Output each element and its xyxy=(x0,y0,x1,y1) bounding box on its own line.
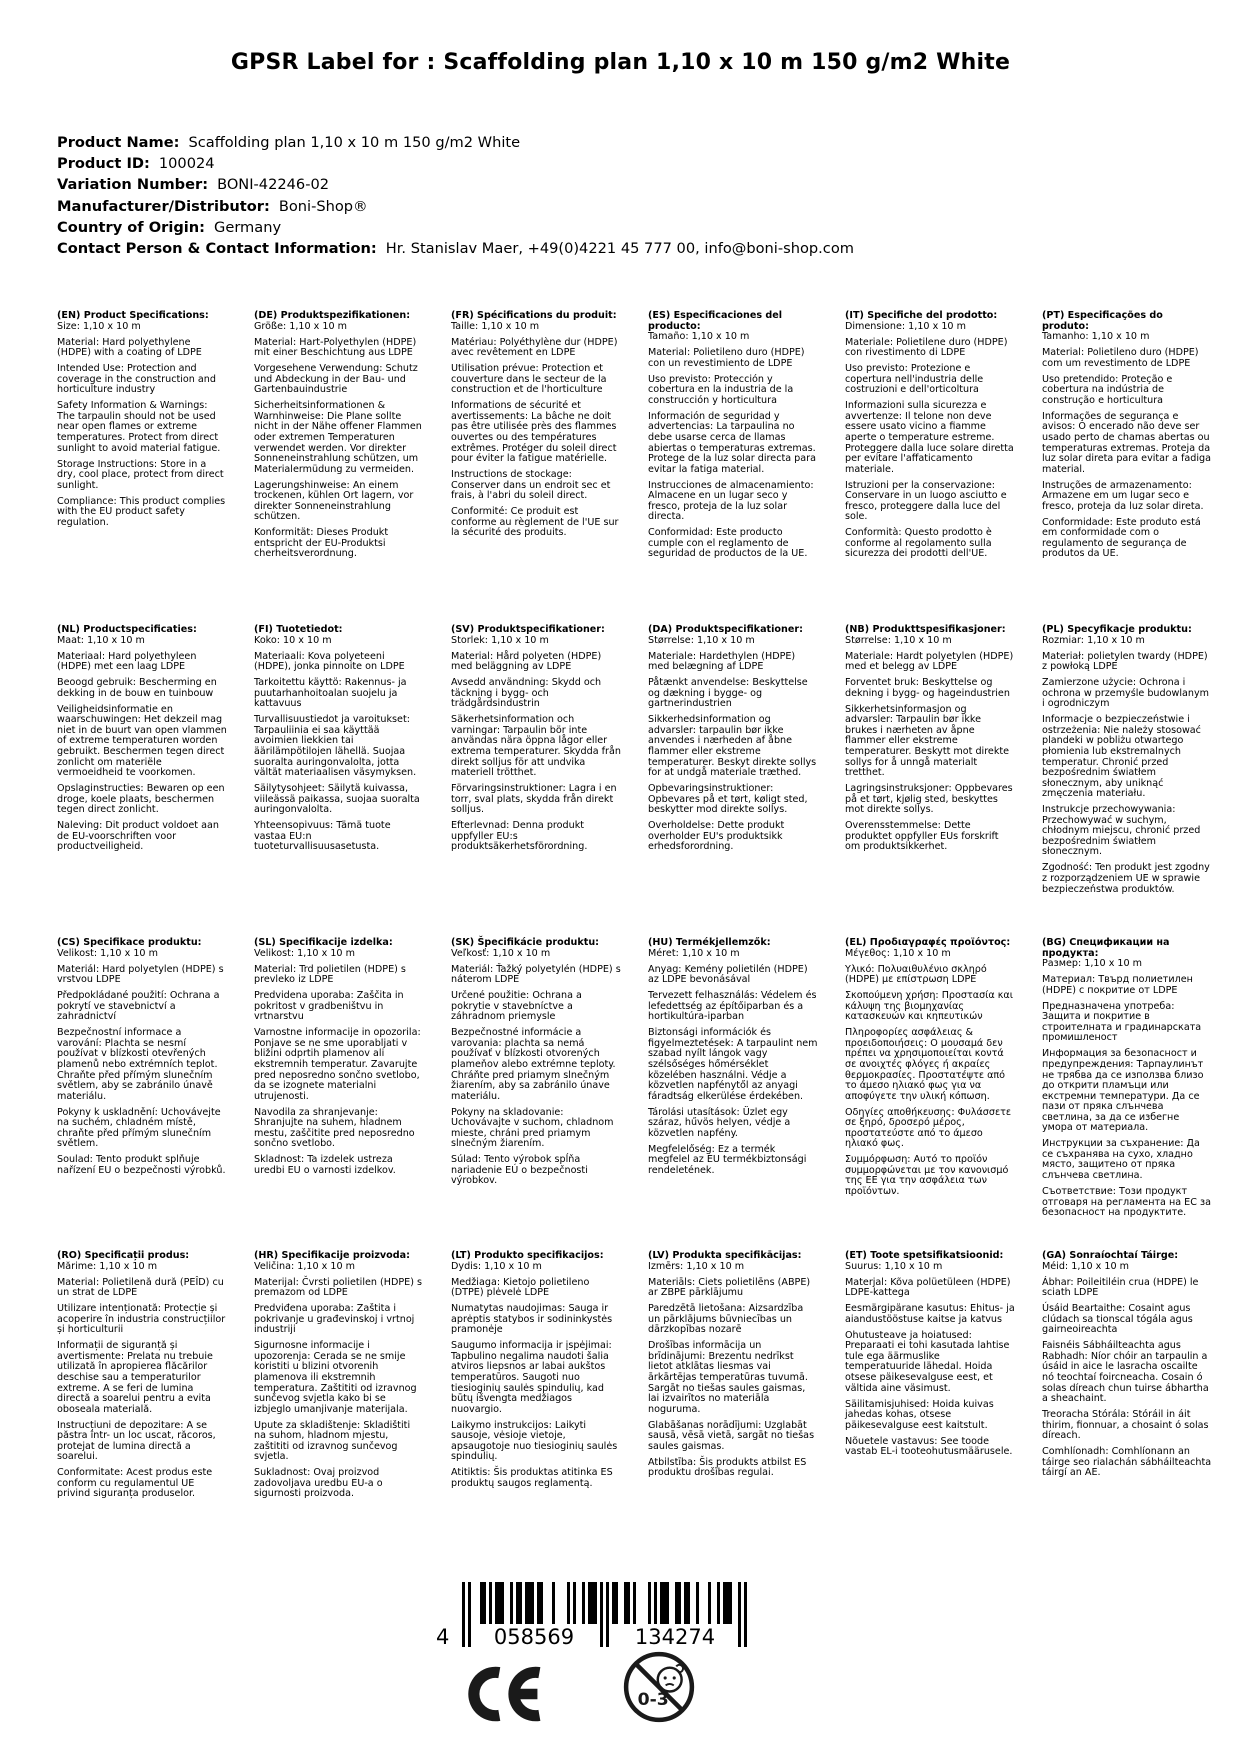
barcode-digits: 058569 xyxy=(493,1625,575,1649)
language-section-sl xyxy=(254,938,424,1182)
product-info-row xyxy=(57,219,854,236)
language-section-en xyxy=(57,311,227,534)
section-paragraph: Předpokládané použití: Ochrana a pokrytí ve stavebnictví a zahradnictví xyxy=(57,990,220,1023)
language-section-sk xyxy=(451,938,621,1192)
section-paragraph: Laikymo instrukcijos: Laikyti sausoje, vėsioje vietoje, apsaugotoje nuo tiesioginių saulės spindulių. xyxy=(451,1419,618,1463)
section-paragraph: Veiligheidsinformatie en waarschuwingen: Het dekzeil mag niet in de buurt van open vlammen of extreme temperaturen worden gebruikt. Beschermen tegen direct zonlicht om materiële vermoeidheid te voorkomen. xyxy=(57,703,227,779)
section-paragraph: Avsedd användning: Skydd och täckning i bygg- och trädgårdsindustrin xyxy=(451,677,602,710)
section-paragraph: Informazioni sulla sicurezza e avvertenze: Il telone non deve essere usato vicino a fiamme aperte o temperature estreme. Proteggere dalla luce solare diretta per evitare l'affaticamento materiale. xyxy=(845,400,1014,475)
language-row xyxy=(57,311,1213,625)
section-paragraph: Informații de siguranță și avertismente: Prelata nu trebuie utilizată în apropierea flăcărilor deschise sau a temperaturilor extreme. A se feri de lumina directă a soarelui pentru a evita oboseala materială. xyxy=(57,1340,213,1415)
section-title: (LV) Produkta specifikācijas: xyxy=(648,1250,802,1261)
section-paragraph: Size: 1,10 x 10 m xyxy=(57,320,141,332)
section-paragraph: Méret: 1,10 x 10 m xyxy=(648,947,740,959)
section-paragraph: Izmērs: 1,10 x 10 m xyxy=(648,1260,745,1272)
section-paragraph: Lagerungshinweise: An einem trockenen, kühlen Ort lagern, vor direkter Sonneneinstrahlung schützen. xyxy=(254,479,414,523)
section-paragraph: Zgodność: Ten produkt jest zgodny z rozporządzeniem UE w sprawie bezpieczeństwa produktów. xyxy=(1042,862,1210,895)
section-paragraph: Ábhar: Poileitiléin crua (HDPE) le sciath LDPE xyxy=(1042,1276,1199,1299)
section-paragraph: Förvaringsinstruktioner: Lagra i en torr, sval plats, skydda från direkt solljus. xyxy=(451,783,617,816)
section-paragraph: Tárolási utasítások: Üzlet egy száraz, hűvös helyen, védje a közvetlen napfény. xyxy=(648,1106,791,1139)
section-paragraph: Turvallisuustiedot ja varoitukset: Tarpauliinia ei saa käyttää avoimien liekkien tai äärilämpötilojen lähellä. Suojaa suoralta auringonvalolta, jotta vältät materiaalisen väsymyksen. xyxy=(254,714,417,779)
section-paragraph: Materiale: Hardt polyetylen (HDPE) med et belegg av LDPE xyxy=(845,650,1014,673)
section-paragraph: Určené použitie: Ochrana a pokrytie v stavebníctve a záhradnom priemysle xyxy=(451,990,582,1023)
section-paragraph: Utilisation prévue: Protection et couverture dans le secteur de la construction et de l'horticulture xyxy=(451,363,607,396)
section-paragraph: Comhlíonadh: Comhlíonann an táirge seo rialachán sábháilteachta táirgí an AE. xyxy=(1042,1446,1212,1479)
section-paragraph: Opslaginstructies: Bewaren op een droge, koele plaats, beschermen tegen direct zonlicht. xyxy=(57,783,225,816)
language-section-el xyxy=(845,938,1015,1203)
section-paragraph: Numatytas naudojimas: Sauga ir aprėptis statybos ir sodininkystės pramonėje xyxy=(451,1303,613,1336)
section-paragraph: Pokyny na skladovanie: Uchovávajte v suchom, chladnom mieste, chráni pred priamym slnečným žiarením. xyxy=(451,1106,614,1150)
section-paragraph: Biztonsági információk és figyelmeztetések: A tarpaulint nem szabad nyílt lángok vagy szélsőséges hőmérséklet közelében használni. Védje a közvetlen napfénytől az anyagi fáradtság elkerülése érdekében. xyxy=(648,1027,818,1102)
section-paragraph: Veličina: 1,10 x 10 m xyxy=(254,1260,355,1272)
product-info-value: Scaffolding plan 1,10 x 10 m 150 g/m2 White xyxy=(188,134,521,151)
section-paragraph: Maat: 1,10 x 10 m xyxy=(57,634,145,646)
section-paragraph: Suurus: 1,10 x 10 m xyxy=(845,1260,943,1272)
section-paragraph: Materjal: Kõva polüetüleen (HDPE) LDPE-kattega xyxy=(845,1276,1011,1299)
section-paragraph: Предназначена употреба: Защита и покритие в строителната и градинарската промишленост xyxy=(1042,1000,1202,1044)
section-paragraph: Pokyny k uskladnění: Uchovávejte na suchém, chladném místě, chraňte před přímým slunečním světlem. xyxy=(57,1106,221,1150)
section-paragraph: Istruzioni per la conservazione: Conservare in un luogo asciutto e fresco, proteggere dalla luce del sole. xyxy=(845,479,1007,523)
section-paragraph: Tarkoitettu käyttö: Rakennus- ja puutarhanhoitoalan suojelu ja kattavuus xyxy=(254,677,407,710)
product-info-value: Germany xyxy=(214,218,282,236)
product-info-label: Variation Number: xyxy=(57,176,209,194)
language-section-it xyxy=(845,311,1015,565)
section-paragraph: Opbevaringsinstruktioner: Opbevares på et tørt, køligt sted, beskytter mod direkte sollys. xyxy=(648,783,808,816)
section-paragraph: Utilizare intenționată: Protecție și acoperire în industria construcțiilor și horticulturii xyxy=(57,1303,226,1336)
section-paragraph: Sukladnost: Ovaj proizvod zadovoljava uredbu EU-a o sigurnosti proizvoda. xyxy=(254,1467,383,1500)
section-title: (LT) Produkto specifikacijos: xyxy=(451,1250,604,1261)
language-section-da xyxy=(648,625,818,858)
section-paragraph: Tamaño: 1,10 x 10 m xyxy=(648,331,750,343)
language-section-pt xyxy=(1042,311,1212,565)
language-section-ro xyxy=(57,1251,227,1505)
section-paragraph: Materiale: Polietilene duro (HDPE) con rivestimento di LDPE xyxy=(845,336,1008,359)
section-paragraph: Material: Trd polietilen (HDPE) s prevleko iz LDPE xyxy=(254,963,406,986)
section-paragraph: Treoracha Stórála: Stóráil in áit thirim, fionnuar, a chosaint ó solas díreach. xyxy=(1042,1409,1209,1442)
section-paragraph: Sigurnosne informacije i upozorenja: Cerada se ne smije koristiti u blizini otvorenih plamenova ili ekstremnih temperatura. Zaštititi od izravnog sunčevog svjetla kako bi se izbjeglo umanjivanje materijala. xyxy=(254,1340,417,1415)
section-paragraph: Uso pretendido: Proteção e cobertura na indústria de construção e horticultura xyxy=(1042,373,1173,406)
product-info-label: Contact Person & Contact Information: xyxy=(57,240,377,258)
section-paragraph: Conformité: Ce produit est conforme au règlement de l'UE sur la sécurité des produits. xyxy=(451,506,619,539)
section-paragraph: Storage Instructions: Store in a dry, cool place, protect from direct sunlight. xyxy=(57,458,224,491)
section-paragraph: Matériau: Polyéthylène dur (HDPE) avec revêtement en LDPE xyxy=(451,336,618,359)
ce-mark-icon xyxy=(452,1663,544,1729)
section-paragraph: Konformität: Dieses Produkt entspricht der EU-Produktsi cherheitsverordnung. xyxy=(254,527,389,560)
section-paragraph: Instrukcje przechowywania: Przechowywać w suchym, chłodnym miejscu, chronić przed bezpośrednim światłem słonecznym. xyxy=(1042,804,1201,858)
section-paragraph: Materiál: Hard polyetylen (HDPE) s vrstvou LDPE xyxy=(57,963,224,986)
section-paragraph: Uso previsto: Protezione e copertura nell'industria delle costruzioni e dell'orticoltura xyxy=(845,363,984,396)
section-title: (BG) Спецификации на продукта: xyxy=(1042,937,1170,959)
section-paragraph: Tamanho: 1,10 x 10 m xyxy=(1042,331,1150,343)
product-info-label: Country of Origin: xyxy=(57,218,206,236)
language-section-nb xyxy=(845,625,1015,858)
section-title: (ET) Toote spetsifikatsioonid: xyxy=(845,1250,1004,1261)
section-paragraph: Material: Hart-Polyethylen (HDPE) mit einer Beschichtung aus LDPE xyxy=(254,336,417,359)
product-info-label: Product Name: xyxy=(57,134,180,151)
section-title: (DE) Produktspezifikationen: xyxy=(254,310,411,321)
section-paragraph: Nõuetele vastavus: See toode vastab EL-i tooteohutusmäärusele. xyxy=(845,1435,1013,1458)
section-paragraph: Velikost: 1,10 x 10 m xyxy=(57,947,158,959)
section-paragraph: Bezpečnostní informace a varování: Plachta se nesmí používat v blízkosti otevřených plamenů nebo extrémních teplot. Chraňte před přímým slunečním světlem, aby se zabránilo únavě materiálu. xyxy=(57,1027,218,1102)
section-paragraph: Material: Polietileno duro (HDPE) com um revestimento de LDPE xyxy=(1042,347,1199,369)
section-title: (CS) Specifikace produktu: xyxy=(57,937,202,948)
section-paragraph: Lagringsinstruksjoner: Oppbevares på et tørt, kjølig sted, beskyttes mot direkte sollys. xyxy=(845,783,1013,816)
section-paragraph: Größe: 1,10 x 10 m xyxy=(254,320,348,332)
section-title: (SV) Produktspecifikationer: xyxy=(451,624,605,635)
section-paragraph: Veľkosť: 1,10 x 10 m xyxy=(451,947,551,959)
section-paragraph: Material: Polietileno duro (HDPE) con un revestimiento de LDPE xyxy=(648,347,805,369)
section-paragraph: Conformitate: Acest produs este conform cu regulamentul UE privind siguranța produselor. xyxy=(57,1467,213,1500)
language-section-de xyxy=(254,311,424,565)
language-section-fi xyxy=(254,625,424,858)
barcode-digits: 134274 xyxy=(634,1625,716,1649)
language-section-bg xyxy=(1042,938,1212,1224)
section-paragraph: Säilytysohjeet: Säilytä kuivassa, viileässä paikassa, suojaa suoralta auringonvalolta. xyxy=(254,783,420,816)
section-paragraph: Efterlevnad: Denna produkt uppfyller EU:s produktsäkerhetsförordning. xyxy=(451,820,588,853)
product-info-value: Boni-Shop® xyxy=(278,197,368,215)
section-paragraph: Material: Hard polyethylene (HDPE) with a coating of LDPE xyxy=(57,336,202,359)
product-info-value: 100024 xyxy=(158,155,215,173)
section-paragraph: Eesmärgipärane kasutus: Ehitus- ja aiandustööstuse kaitse ja katvus xyxy=(845,1303,1015,1325)
product-info-row xyxy=(57,155,854,172)
section-paragraph: Overholdelse: Dette produkt overholder EU's produktsikk erhedsforordning. xyxy=(648,820,785,853)
language-section-ga xyxy=(1042,1251,1212,1484)
section-title: (GA) Sonraíochtaí Táirge: xyxy=(1042,1250,1179,1261)
language-section-pl xyxy=(1042,625,1212,901)
language-sections-grid xyxy=(57,311,1213,1505)
section-title: (NL) Productspecificaties: xyxy=(57,624,197,635)
section-title: (EL) Προδιαγραφές προϊόντος: xyxy=(845,937,1011,948)
language-section-es xyxy=(648,311,818,565)
section-paragraph: Informations de sécurité et avertissements: La bâche ne doit pas être utilisée près des flammes ouvertes ou des températures extrêmes. Protéger du soleil direct pour éviter la fatigue matérielle. xyxy=(451,400,617,465)
age-warning-0-3-icon xyxy=(621,1650,697,1728)
section-paragraph: Instruções de armazenamento: Armazene em um lugar seco e fresco, proteja da luz solar direta. xyxy=(1042,479,1204,512)
section-title: (HU) Termékjellemzők: xyxy=(648,937,771,948)
footer xyxy=(0,1580,1241,1754)
section-paragraph: Velikost: 1,10 x 10 m xyxy=(254,947,355,959)
section-paragraph: Sicherheitsinformationen & Warnhinweise: Die Plane sollte nicht in der Nähe offener Flammen oder extremen Temperaturen verwendet werden. Vor direkter Sonneneinstrahlung schützen, um Materialermüdung zu vermeiden. xyxy=(254,400,422,475)
section-paragraph: Sikkerhedsinformation og advarsler: tarpaulin bør ikke anvendes i nærheden af åbne flammer eller ekstreme temperaturer. Beskyt direkte sollys for at undgå materiale træthed. xyxy=(648,714,817,779)
age-warning-text: 0-3 xyxy=(637,1690,669,1711)
section-paragraph: Инструкции за съхранение: Да се съхранява на сухо, хладно място, защитено от пряка слънчева светлина. xyxy=(1042,1138,1200,1181)
section-paragraph: Méid: 1,10 x 10 m xyxy=(1042,1260,1129,1272)
section-paragraph: Intended Use: Protection and coverage in the construction and horticulture industry xyxy=(57,363,216,396)
language-section-fr xyxy=(451,311,621,544)
section-paragraph: Varnostne informacije in opozorila: Ponjave se ne sme uporabljati v bližini odprtih plamenov ali ekstremnih temperatur. Zavarujte pred neposredno sončno svetlobo, da se izognete materialni utrujenosti. xyxy=(254,1027,421,1102)
section-paragraph: Материал: Твърд полиетилен (HDPE) с покритие от LDPE xyxy=(1042,974,1193,996)
language-row xyxy=(57,625,1213,938)
section-title: (FR) Spécifications du produit: xyxy=(451,310,617,321)
section-paragraph: Súlad: Tento výrobok spĺňa nariadenie EÚ o bezpečnosti výrobkov. xyxy=(451,1154,588,1187)
section-paragraph: Navodila za shranjevanje: Shranjujte na suhem, hladnem mestu, zaščitite pred neposredno sončno svetlobo. xyxy=(254,1106,415,1150)
product-info-row xyxy=(57,198,854,215)
section-paragraph: Koko: 10 x 10 m xyxy=(254,634,332,646)
section-paragraph: Conformidad: Este producto cumple con el reglamento de seguridad de productos de la UE. xyxy=(648,527,808,560)
section-paragraph: Skladnost: Ta izdelek ustreza uredbi EU o varnosti izdelkov. xyxy=(254,1154,396,1176)
language-section-lv xyxy=(648,1251,818,1484)
section-title: (FI) Tuotetiedot: xyxy=(254,624,343,635)
language-section-lt xyxy=(451,1251,621,1495)
section-title: (ES) Especificaciones del producto: xyxy=(648,310,783,332)
section-title: (EN) Product Specifications: xyxy=(57,310,209,321)
section-paragraph: Forventet bruk: Beskyttelse og dekning i bygg- og hageindustrien xyxy=(845,677,1010,699)
section-paragraph: Materiał: polietylen twardy (HDPE) z powłoką LDPE xyxy=(1042,650,1208,673)
product-info xyxy=(57,134,854,261)
section-paragraph: Materiál: Ťažký polyetylén (HDPE) s náterom LDPE xyxy=(451,963,621,986)
section-title: (HR) Specifikacije proizvoda: xyxy=(254,1250,410,1261)
section-title: (DA) Produktspecifikationer: xyxy=(648,624,803,635)
product-info-row xyxy=(57,134,854,151)
section-paragraph: Instrucciones de almacenamiento: Almacene en un lugar seco y fresco, proteja de la luz solar directa. xyxy=(648,479,814,523)
section-paragraph: Tervezett felhasználás: Védelem és lefedettség az építőiparban és a hortikultúra-iparban xyxy=(648,990,817,1023)
section-paragraph: Material: Hård polyeten (HDPE) med beläggning av LDPE xyxy=(451,650,602,673)
section-paragraph: Medžiaga: Kietojo polietileno (DTPE) plėvelė LDPE xyxy=(451,1276,590,1299)
section-paragraph: Naleving: Dit product voldoet aan de EU-voorschriften voor productveiligheid. xyxy=(57,820,219,853)
section-paragraph: Atitiktis: Šis produktas atitinka ES produktų saugos reglamentą. xyxy=(451,1467,613,1489)
page-title: GPSR Label for : Scaffolding plan 1,10 x 10 m 150 g/m2 White xyxy=(230,50,1011,75)
section-title: (PL) Specyfikacje produktu: xyxy=(1042,624,1192,635)
product-info-row xyxy=(57,240,854,257)
section-paragraph: Υλικό: Πολυαιθυλένιο σκληρό (HDPE) με επίστρωση LDPE xyxy=(845,963,987,986)
language-section-nl xyxy=(57,625,227,858)
product-info-label: Product ID: xyxy=(57,155,150,173)
section-paragraph: Размер: 1,10 x 10 m xyxy=(1042,958,1143,970)
section-title: (SL) Specifikacije izdelka: xyxy=(254,937,393,948)
section-paragraph: Bezpečnostné informácie a varovania: plachta sa nemá používať v blízkosti otvorených plameňov alebo extrémne teploty. Chráňte pred priamym slnečným žiarením, aby sa zabránilo únave materiálu. xyxy=(451,1027,616,1102)
barcode-digits: 4 xyxy=(436,1625,450,1649)
section-title: (NB) Produkttspesifikasjoner: xyxy=(845,624,1006,635)
section-paragraph: Saugumo informacija ir įspėjimai: Tapbulino negalima naudoti šalia atviros liepsnos ar labai aukštos temperatūros. Saugoti nuo tiesioginių saulės spindulių, kad būtų išvengta medžiagos nuovargio. xyxy=(451,1340,612,1415)
section-paragraph: Materijal: Čvrsti polietilen (HDPE) s premazom od LDPE xyxy=(254,1276,423,1299)
section-paragraph: Úsáid Beartaithe: Cosaint agus clúdach sa tionscal tógála agus gairneoireachta xyxy=(1042,1303,1193,1336)
section-paragraph: Megfelelőség: Ez a termék megfelel az EU termékbiztonsági rendeletének. xyxy=(648,1143,807,1176)
product-info-label: Manufacturer/Distributor: xyxy=(57,197,270,215)
section-paragraph: Storlek: 1,10 x 10 m xyxy=(451,634,549,646)
section-paragraph: Conformidade: Este produto está em conformidade com o regulamento de segurança de produtos da UE. xyxy=(1042,516,1201,560)
section-paragraph: Σκοπούμενη χρήση: Προστασία και κάλυψη της βιομηχανίας κατασκευών και κηπευτικών xyxy=(845,990,1013,1023)
language-section-cs xyxy=(57,938,227,1182)
language-section-hr xyxy=(254,1251,424,1505)
section-title: (SK) Špecifikácie produktu: xyxy=(451,937,600,948)
section-paragraph: Materiaal: Hard polyethyleen (HDPE) met een laag LDPE xyxy=(57,650,197,673)
ean-barcode xyxy=(428,1580,755,1662)
section-paragraph: Yhteensopivuus: Tämä tuote vastaa EU:n tuoteturvallisuusasetusta. xyxy=(254,820,391,853)
section-paragraph: Información de seguridad y advertencias: La tarpaulina no debe usarse cerca de llamas abiertas o temperaturas extremas. Protege de la luz solar directa para evitar la fatiga material. xyxy=(648,410,816,475)
section-paragraph: Informacje o bezpieczeństwie i ostrzeżenia: Nie należy stosować plandeki w pobliżu otwartego płomienia lub ekstremalnych temperatur. Chronić przed bezpośrednim światłem słonecznym, aby uniknąć zmęczenia materiału. xyxy=(1042,714,1201,800)
section-paragraph: Conformità: Questo prodotto è conforme al regolamento sulla sicurezza dei prodotti dell'UE. xyxy=(845,527,992,560)
section-paragraph: Upute za skladištenje: Skladištiti na suhom, hladnom mjestu, zaštititi od izravnog sunčevog svjetla. xyxy=(254,1419,411,1463)
section-paragraph: Съответствие: Този продукт отговаря на регламента на ЕС за безопасност на продуктите. xyxy=(1042,1185,1211,1219)
section-paragraph: Glabāšanas norādījumi: Uzglabāt sausā, vēsā vietā, sargāt no tiešas saules gaismas. xyxy=(648,1419,815,1452)
section-paragraph: Predviđena uporaba: Zaštita i pokrivanje u građevinskoj i vrtnoj industriji xyxy=(254,1303,415,1336)
section-paragraph: Material: Polietilenă dură (PEÎD) cu un strat de LDPE xyxy=(57,1276,224,1299)
section-paragraph: Paredzētā lietošana: Aizsardzība un pārklājums būvniecības un dārzkopības nozarē xyxy=(648,1303,804,1336)
section-paragraph: Dydis: 1,10 x 10 m xyxy=(451,1260,542,1272)
language-section-hu xyxy=(648,938,818,1182)
section-paragraph: Ohutusteave ja hoiatused: Preparaati ei tohi kasutada lahtise tule ega äärmuslike temperatuuride lähedal. Hoida otsese päikesevalguse eest, et vältida aine väsimust. xyxy=(845,1329,1010,1394)
section-paragraph: Faisnéis Sábháilteachta agus Rabhadh: Níor chóir an tarpaulin a úsáid in aice le lasracha oscailte nó teochtaí foircneacha. Cosain ó solas díreach chun tuirse ábhartha a sheachaint. xyxy=(1042,1340,1209,1405)
language-section-sv xyxy=(451,625,621,858)
language-section-et xyxy=(845,1251,1015,1463)
section-paragraph: Påtænkt anvendelse: Beskyttelse og dækning i bygge- og gartnerindustrien xyxy=(648,677,808,710)
section-title: (PT) Especificações do produto: xyxy=(1042,310,1163,332)
section-paragraph: Rozmiar: 1,10 x 10 m xyxy=(1042,634,1145,646)
section-paragraph: Sikkerhetsinformasjon og advarsler: Tarpaulin bør ikke brukes i nærheten av åpne flammer eller ekstreme temperaturer. Beskytt mot direkte sollys for å unngå materialt tretthet. xyxy=(845,703,1010,779)
language-row xyxy=(57,1251,1213,1505)
section-paragraph: Zamierzone użycie: Ochrona i ochrona w przemyśle budowlanym i ogrodniczym xyxy=(1042,677,1209,710)
section-paragraph: Instrucțiuni de depozitare: A se păstra într- un loc uscat, răcoros, protejat de lumina directă a soarelui. xyxy=(57,1419,216,1463)
section-paragraph: Οδηγίες αποθήκευσης: Φυλάσσετε σε ξηρό, δροσερό μέρος, προστατεύστε από το άμεσο ηλιακό φως. xyxy=(845,1106,1012,1150)
section-paragraph: Dimensione: 1,10 x 10 m xyxy=(845,320,966,332)
section-paragraph: Säkerhetsinformation och varningar: Tarpaulin bör inte användas nära öppna lågor eller extrema temperaturer. Skydda från direkt solljus för att undvika materiell trötthet. xyxy=(451,714,621,779)
section-paragraph: Materiale: Hardethylen (HDPE) med belægning af LDPE xyxy=(648,650,796,673)
section-paragraph: Safety Information & Warnings: The tarpaulin should not be used near open flames or extreme temperatures. Protect from direct sunlight to avoid material fatigue. xyxy=(57,400,221,454)
section-paragraph: Soulad: Tento produkt splňuje nařízení EU o bezpečnosti výrobků. xyxy=(57,1154,226,1176)
section-paragraph: Säilitamisjuhised: Hoida kuivas jahedas kohas, otsese päikesevalguse eest kaitstult. xyxy=(845,1398,994,1431)
product-info-row xyxy=(57,176,854,193)
product-info-value: Hr. Stanislav Maer, +49(0)4221 45 777 00, info@boni-shop.com xyxy=(385,240,854,258)
section-paragraph: Predvidena uporaba: Zaščita in pokritost v gradbeništvu in vrtnarstvu xyxy=(254,990,404,1023)
section-paragraph: Compliance: This product complies with the EU product safety regulation. xyxy=(57,495,226,528)
product-info-value: BONI-42246-02 xyxy=(217,176,330,194)
section-title: (RO) Specificații produs: xyxy=(57,1250,190,1261)
section-paragraph: Instructions de stockage: Conserver dans un endroit sec et frais, à l'abri du soleil direct. xyxy=(451,469,611,502)
section-paragraph: Informações de segurança e avisos: O encerado não deve ser usado perto de chamas abertas ou temperaturas extremas. Proteja da luz solar direta para evitar a fadiga material. xyxy=(1042,410,1211,475)
section-paragraph: Materiaali: Kova polyeteeni (HDPE), jonka pinnoite on LDPE xyxy=(254,650,405,673)
section-paragraph: Atbilstība: Šis produkts atbilst ES produktu drošības regulai. xyxy=(648,1456,807,1479)
language-row xyxy=(57,938,1213,1251)
section-paragraph: Størrelse: 1,10 x 10 m xyxy=(845,634,952,646)
section-title: (IT) Specifiche del prodotto: xyxy=(845,310,998,321)
section-paragraph: Vorgesehene Verwendung: Schutz und Abdeckung in der Bau- und Gartenbauindustrie xyxy=(254,363,418,396)
section-paragraph: Materiāls: Ciets polietilēns (ABPE) ar ZBPE pārklājumu xyxy=(648,1276,811,1299)
section-paragraph: Anyag: Kemény polietilén (HDPE) az LDPE bevonásával xyxy=(648,963,808,986)
section-paragraph: Συμμόρφωση: Αυτό το προϊόν συμμορφώνεται με τον κανονισμό της ΕΕ για την ασφάλεια των προϊόντων. xyxy=(845,1154,1009,1197)
section-paragraph: Beoogd gebruik: Bescherming en dekking in de bouw en tuinbouw xyxy=(57,677,217,699)
section-paragraph: Størrelse: 1,10 x 10 m xyxy=(648,634,755,646)
section-paragraph: Μέγεθος: 1,10 x 10 m xyxy=(845,947,951,959)
section-paragraph: Πληροφορίες ασφάλειας & προειδοποιήσεις: Ο μουσαμά δεν πρέπει να χρησιμοποιείται κοντά σε ανοιχτές φλόγες ή ακραίες θερμοκρασίες. Προστατέψτε από το άμεσο ηλιακό φως για να αποφύγετε την υλική κόπωση. xyxy=(845,1027,1006,1102)
section-paragraph: Drošības informācija un brīdinājumi: Brezentu nedrīkst lietot atklātas liesmas vai ārkārtējas temperatūras tuvumā. Sargāt no tiešas saules gaismas, lai izvairītos no materiāla noguruma. xyxy=(648,1340,808,1415)
section-paragraph: Taille: 1,10 x 10 m xyxy=(451,320,540,332)
section-paragraph: Uso previsto: Protección y cobertura en la industria de la construcción y horticultura xyxy=(648,373,794,406)
section-paragraph: Информация за безопасност и предупреждения: Тарпаулинът не трябва да се използва близо до открити пламъци или екстремни температури. Да се пази от пряка слънчева светлина, за да се избегне умора от материала. xyxy=(1042,1048,1204,1134)
section-paragraph: Mărime: 1,10 x 10 m xyxy=(57,1260,158,1272)
section-paragraph: Overensstemmelse: Dette produktet oppfyller EUs forskrift om produktsikkerhet. xyxy=(845,820,999,853)
